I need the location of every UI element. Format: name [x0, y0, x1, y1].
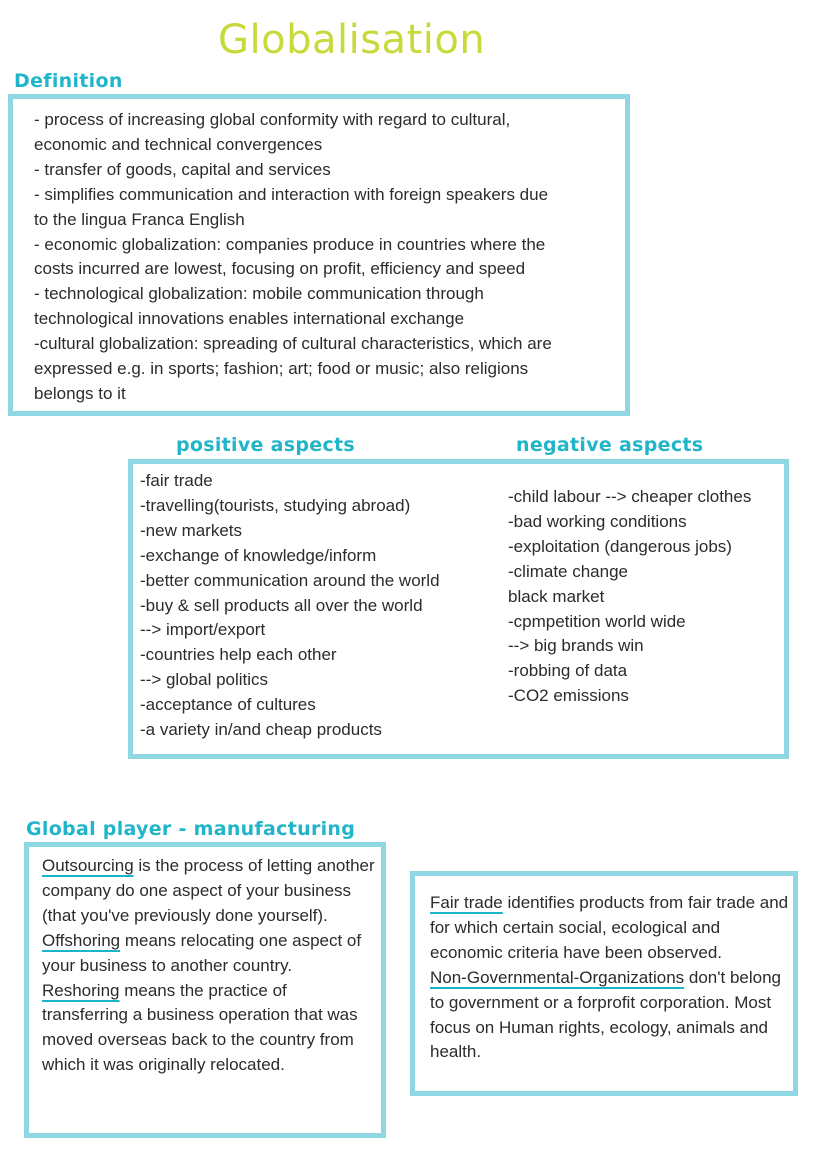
definition-line: - economic globalization: companies produce in countries where the: [34, 234, 546, 254]
global-player-heading: Global player - manufacturing: [26, 818, 356, 840]
ngo-term: Non-Governmental-Organizations: [430, 967, 685, 987]
positive-aspect-item: -fair trade: [140, 471, 213, 490]
positive-aspect-item: -buy & sell products all over the world: [140, 595, 423, 615]
definition-line: expressed e.g. in sports; fashion; art; food or music; also religions: [34, 359, 529, 379]
definition-line: to the lingua Franca English: [34, 209, 245, 229]
definition-text: [34, 108, 552, 407]
fair-trade-term: Fair trade: [430, 893, 503, 912]
definition-line: - simplifies communication and interaction with foreign speakers due: [34, 184, 549, 204]
global-player-text: [42, 854, 375, 1078]
definition-line: -cultural globalization: spreading of cultural characteristics, which are: [34, 334, 552, 354]
global-player-box: [24, 842, 386, 1138]
positive-aspect-item: -acceptance of cultures: [140, 695, 316, 715]
fair-trade-text: [430, 891, 790, 1065]
reshoring-term: Reshoring: [42, 980, 120, 1000]
negative-aspect-item: -exploitation (dangerous jobs): [508, 536, 732, 556]
fair-trade-definition: identifies products from fair trade and for which certain social, ecological and economic criteria have been observed.: [430, 893, 789, 962]
definition-line: - transfer of goods, capital and services: [34, 159, 331, 179]
positive-aspect-item: -a variety in/and cheap products: [140, 720, 382, 740]
positive-aspect-item: -new markets: [140, 520, 243, 540]
positive-aspect-item: -exchange of knowledge/inform: [140, 545, 377, 565]
definition-line: - process of increasing global conformity with regard to cultural,: [34, 110, 511, 129]
definition-box: [8, 94, 630, 416]
outsourcing-definition: is the process of letting another company do one aspect of your business (that you've previously done yourself).: [42, 856, 375, 925]
positive-aspect-item: -countries help each other: [140, 645, 337, 665]
reshoring-definition: means the practice of transferring a business operation that was moved overseas back to the country from which it was originally relocated.: [42, 980, 358, 1075]
definition-line: technological innovations enables international exchange: [34, 309, 465, 329]
ngo-definition: don't belong to government or a forprofit corporation. Most focus on Human rights, ecology, animals and health.: [430, 967, 782, 1062]
definition-line: belongs to it: [34, 383, 126, 403]
definition-line: economic and technical convergences: [34, 134, 323, 154]
offshoring-definition: means relocating one aspect of your business to another country.: [42, 930, 362, 975]
negative-aspect-item: black market: [508, 586, 605, 606]
negative-aspect-item: -climate change: [508, 561, 629, 581]
positive-aspect-item: -travelling(tourists, studying abroad): [140, 495, 411, 515]
offshoring-term: Offshoring: [42, 930, 121, 950]
positive-aspect-item: -better communication around the world: [140, 570, 440, 590]
negative-aspect-item: -cpmpetition world wide: [508, 611, 686, 631]
positive-aspects-list: [140, 469, 440, 743]
negative-aspects-heading: negative aspects: [516, 434, 704, 456]
negative-aspect-item: -bad working conditions: [508, 511, 687, 531]
outsourcing-term: Outsourcing: [42, 856, 134, 875]
definition-line: costs incurred are lowest, focusing on profit, efficiency and speed: [34, 259, 526, 279]
positive-aspects-heading: positive aspects: [176, 434, 356, 456]
definition-line: - technological globalization: mobile communication through: [34, 284, 484, 304]
positive-aspect-item: --> global politics: [140, 670, 269, 690]
positive-aspect-item: --> import/export: [140, 620, 266, 640]
negative-aspects-list: [508, 485, 751, 709]
definition-heading: Definition: [14, 70, 123, 92]
fair-trade-box: [410, 871, 798, 1096]
negative-aspect-item: -child labour --> cheaper clothes: [508, 487, 752, 506]
negative-aspect-item: --> big brands win: [508, 636, 644, 656]
aspects-box: [128, 459, 789, 759]
negative-aspect-item: -robbing of data: [508, 661, 628, 681]
negative-aspect-item: -CO2 emissions: [508, 686, 629, 706]
page-title: Globalisation: [218, 17, 486, 63]
